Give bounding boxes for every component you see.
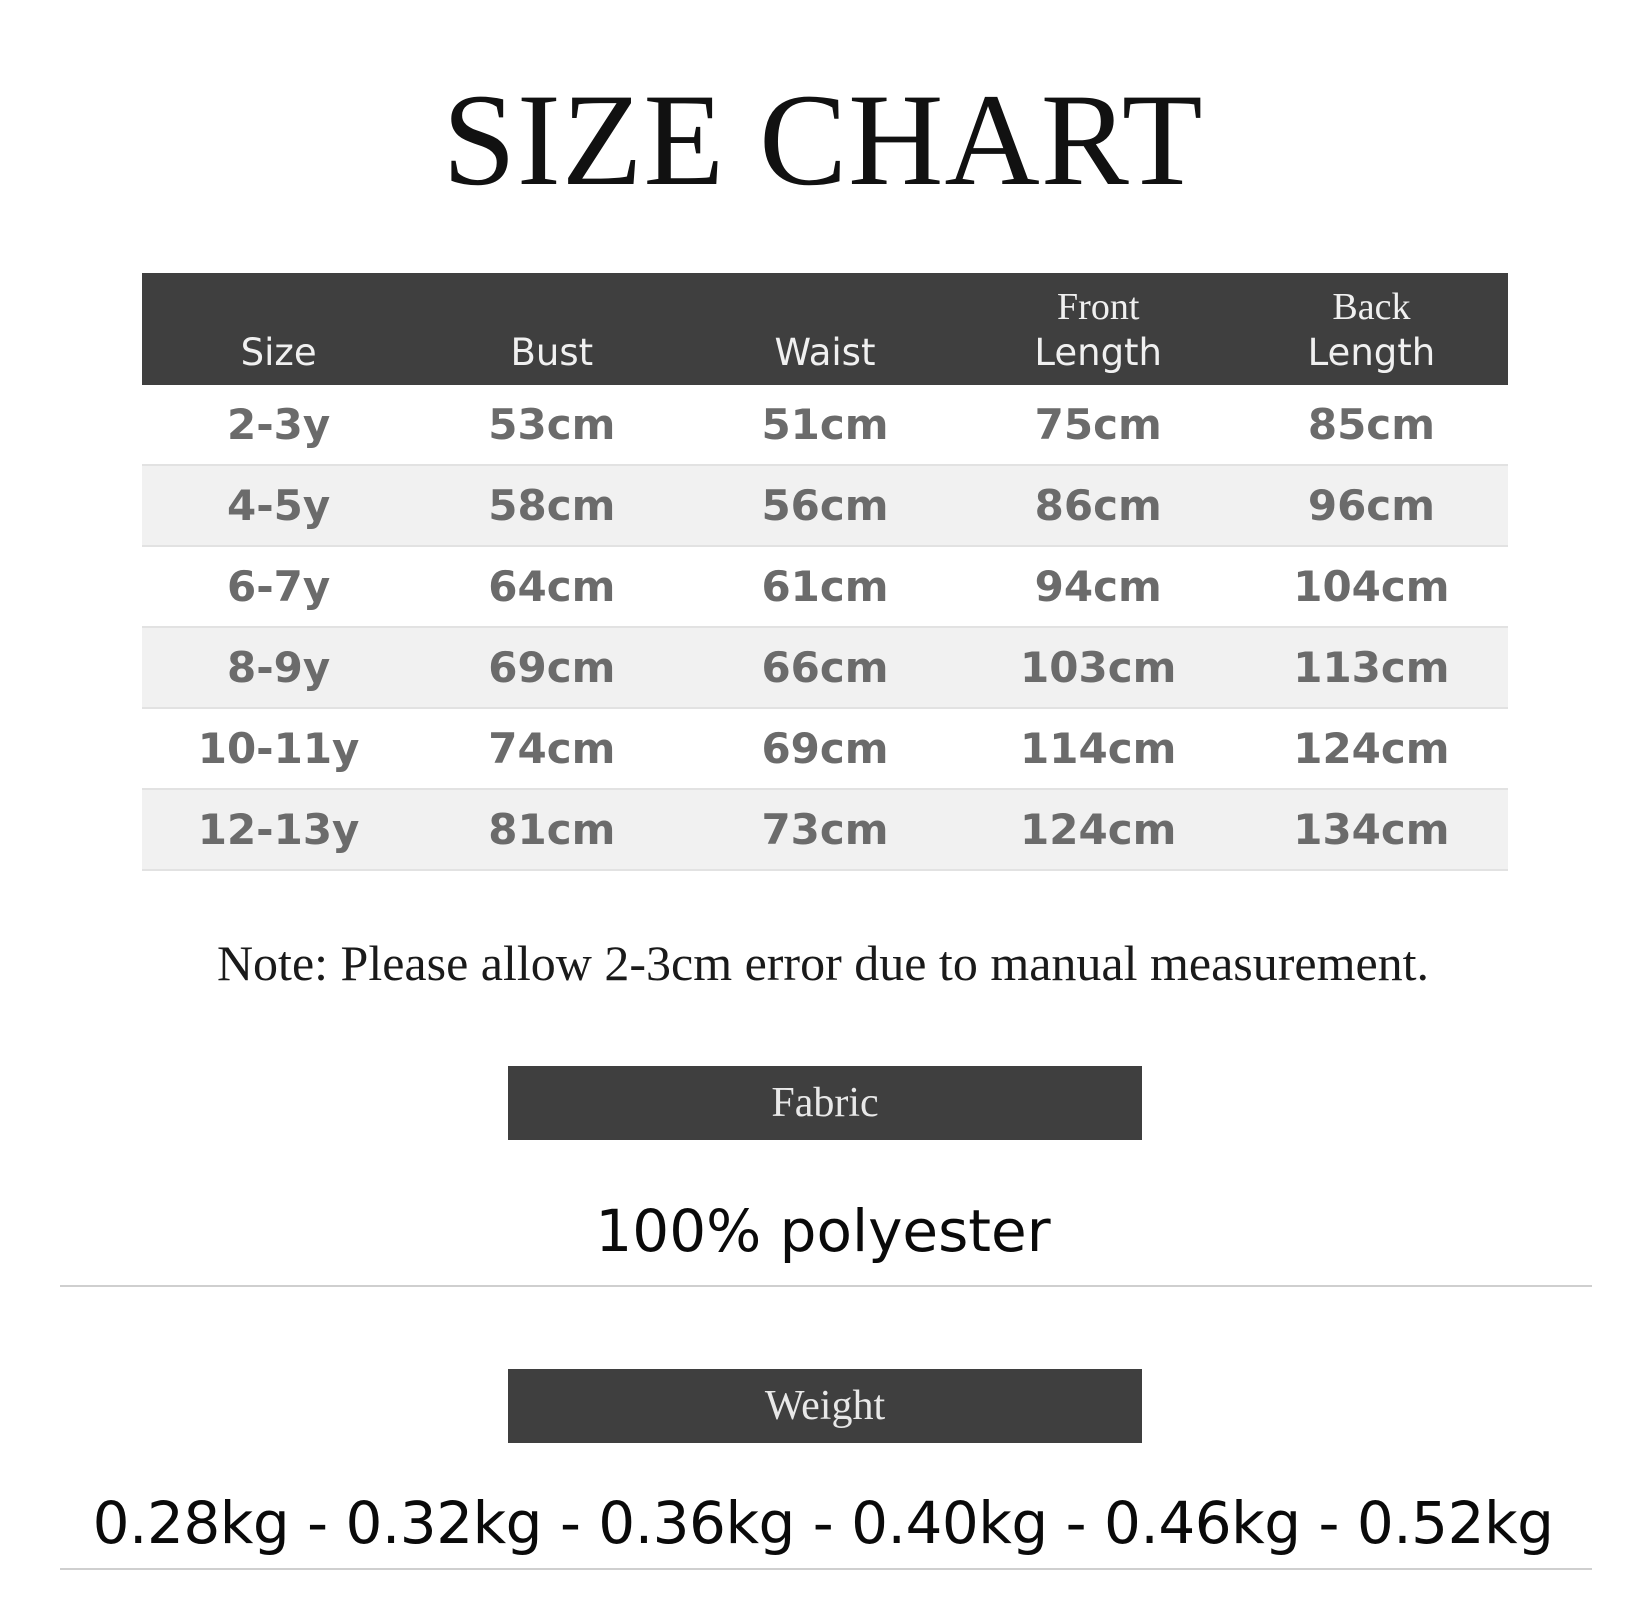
cell-waist: 56cm bbox=[761, 481, 889, 530]
cell-front-length: 86cm bbox=[1034, 481, 1162, 530]
table-row bbox=[142, 466, 1508, 547]
cell-waist: 69cm bbox=[761, 724, 889, 773]
weight-label-bar: Weight bbox=[508, 1369, 1142, 1443]
cell-bust: 69cm bbox=[488, 643, 616, 692]
header-waist bbox=[688, 273, 961, 385]
table-row bbox=[142, 709, 1508, 790]
table-row bbox=[142, 790, 1508, 871]
header-bust bbox=[415, 273, 688, 385]
cell-back-length: 104cm bbox=[1293, 562, 1450, 611]
cell-front-length: 103cm bbox=[1020, 643, 1177, 692]
cell-back-length: 85cm bbox=[1307, 400, 1435, 449]
table-body bbox=[142, 385, 1508, 871]
cell-front-length: 114cm bbox=[1020, 724, 1177, 773]
cell-waist: 61cm bbox=[761, 562, 889, 611]
cell-size: 4-5y bbox=[226, 481, 331, 530]
header-size bbox=[142, 273, 415, 385]
header-back-length-top: Back bbox=[1332, 286, 1411, 328]
cell-size: 10-11y bbox=[197, 724, 360, 773]
cell-bust: 58cm bbox=[488, 481, 616, 530]
cell-back-length: 134cm bbox=[1293, 805, 1450, 854]
fabric-value: 100% polyester bbox=[595, 1197, 1051, 1265]
cell-size: 8-9y bbox=[226, 643, 331, 692]
cell-bust: 74cm bbox=[488, 724, 616, 773]
header-bust-label: Bust bbox=[510, 331, 594, 374]
cell-back-length: 113cm bbox=[1293, 643, 1450, 692]
table-header bbox=[142, 273, 1508, 385]
cell-back-length: 124cm bbox=[1293, 724, 1450, 773]
table-row bbox=[142, 628, 1508, 709]
table-row bbox=[142, 547, 1508, 628]
cell-waist: 66cm bbox=[761, 643, 889, 692]
header-front-length-label: Length bbox=[1034, 331, 1163, 374]
weight-divider bbox=[60, 1568, 1592, 1570]
table-row bbox=[142, 385, 1508, 466]
header-waist-label: Waist bbox=[774, 331, 876, 374]
cell-size: 6-7y bbox=[226, 562, 331, 611]
fabric-divider bbox=[60, 1285, 1592, 1287]
header-back-length bbox=[1235, 273, 1508, 385]
header-front-length bbox=[962, 273, 1235, 385]
page-title: SIZE CHART bbox=[442, 66, 1204, 213]
header-front-length-top: Front bbox=[1057, 286, 1140, 328]
cell-bust: 64cm bbox=[488, 562, 616, 611]
cell-size: 2-3y bbox=[226, 400, 331, 449]
cell-bust: 53cm bbox=[488, 400, 616, 449]
cell-back-length: 96cm bbox=[1307, 481, 1435, 530]
cell-waist: 51cm bbox=[761, 400, 889, 449]
header-back-length-label: Length bbox=[1307, 331, 1436, 374]
cell-front-length: 124cm bbox=[1020, 805, 1177, 854]
size-table bbox=[142, 273, 1508, 871]
cell-bust: 81cm bbox=[488, 805, 616, 854]
fabric-label-bar: Fabric bbox=[508, 1066, 1142, 1140]
cell-size: 12-13y bbox=[197, 805, 360, 854]
cell-waist: 73cm bbox=[761, 805, 889, 854]
cell-front-length: 75cm bbox=[1034, 400, 1162, 449]
cell-front-length: 94cm bbox=[1034, 562, 1162, 611]
measurement-note: Note: Please allow 2-3cm error due to manual measurement. bbox=[216, 935, 1430, 991]
header-size-label: Size bbox=[240, 331, 317, 374]
weight-value: 0.28kg - 0.32kg - 0.36kg - 0.40kg - 0.46kg - 0.52kg bbox=[92, 1489, 1554, 1557]
